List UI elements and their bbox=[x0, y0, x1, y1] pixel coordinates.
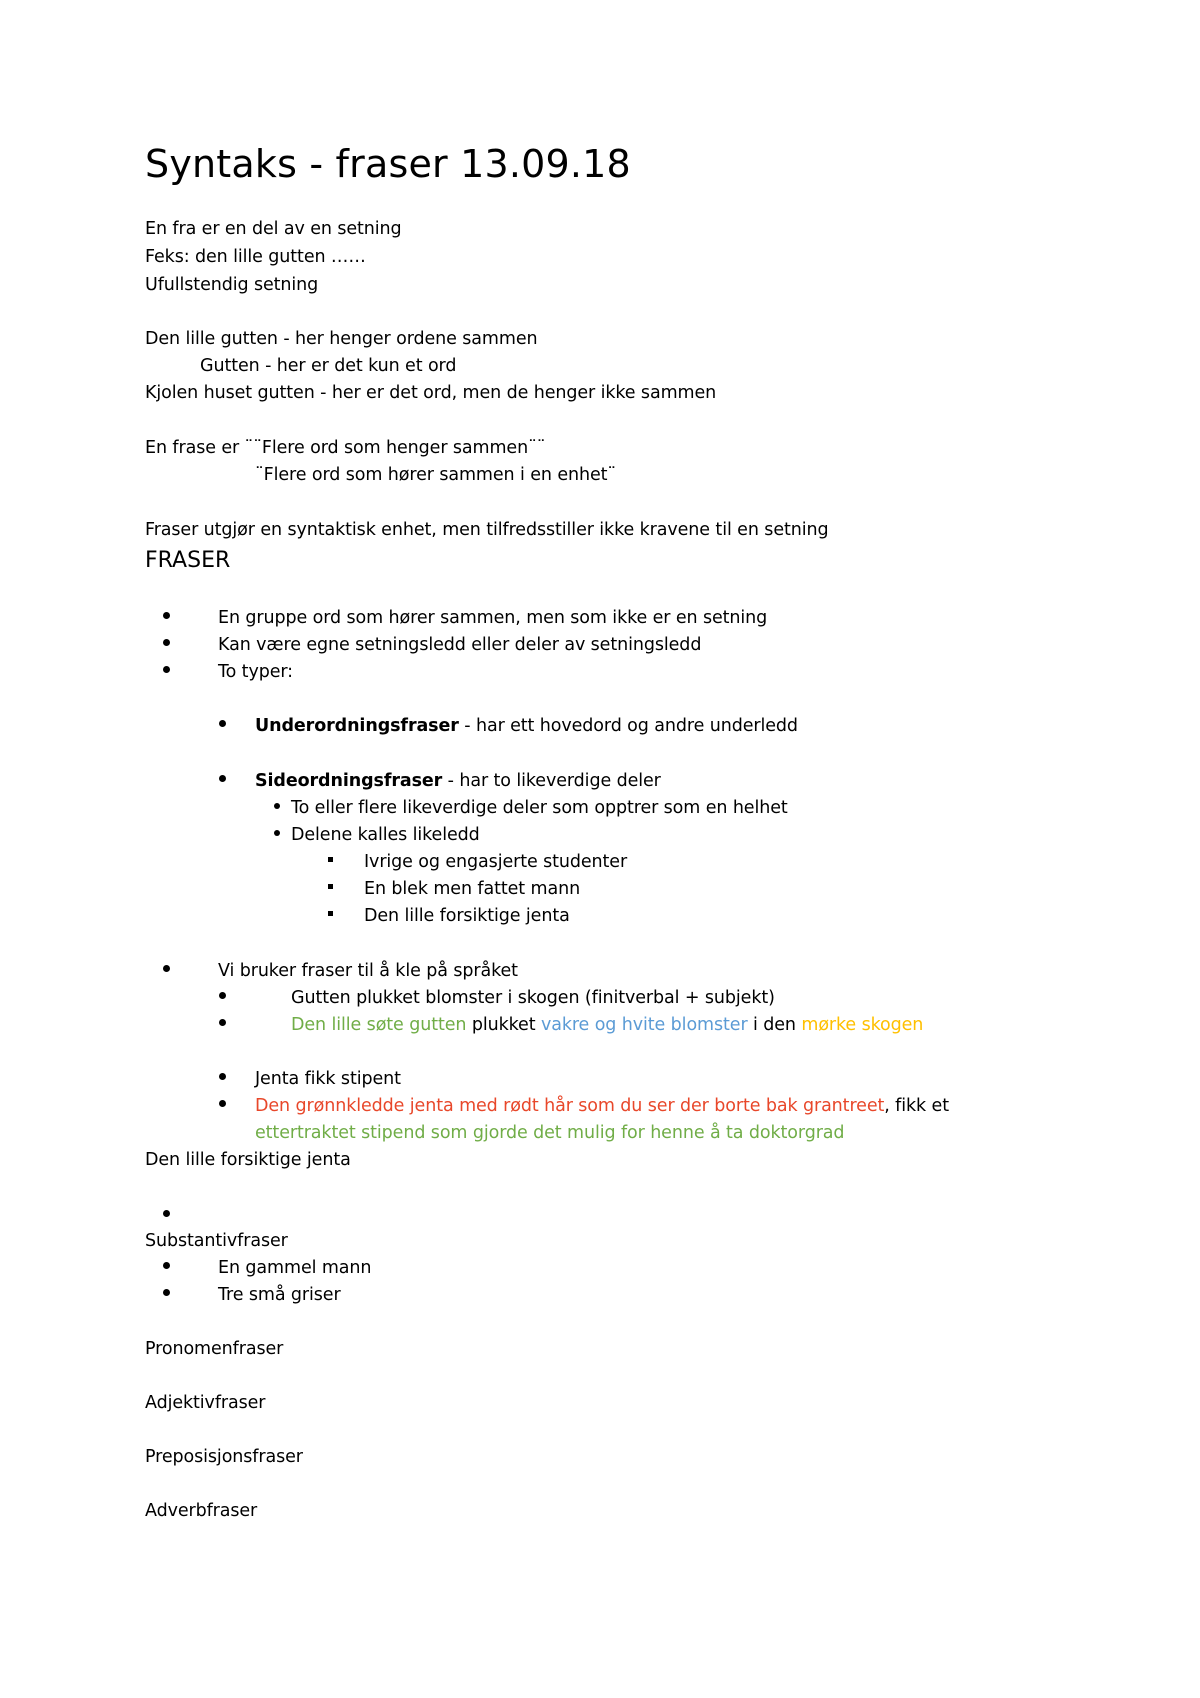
definition-line: En frase er ¨¨Flere ord som henger sammen¨¨ bbox=[145, 438, 546, 458]
phrase-type: Adverbfraser bbox=[145, 1501, 258, 1521]
type-item-under bbox=[255, 715, 798, 737]
phrase-type: Preposisjonsfraser bbox=[145, 1447, 303, 1467]
bullet-icon bbox=[163, 612, 170, 619]
bullet-icon bbox=[219, 992, 226, 999]
example-item: Den lille forsiktige jenta bbox=[364, 906, 570, 926]
example-item: En blek men fattet mann bbox=[364, 879, 581, 899]
plain-phrase: , fikk et bbox=[884, 1096, 949, 1116]
usage-example: Gutten plukket blomster i skogen (finitverbal + subjekt) bbox=[291, 988, 775, 1008]
bullet-icon bbox=[219, 775, 226, 782]
bullet-icon bbox=[274, 803, 280, 809]
phrase-type: Adjektivfraser bbox=[145, 1393, 266, 1413]
bullet-icon bbox=[163, 965, 170, 972]
sub-item: Delene kalles likeledd bbox=[291, 825, 480, 845]
square-bullet-icon bbox=[328, 884, 333, 889]
colored-phrase: ettertraktet stipend som gjorde det mulig for henne å ta doktorgrad bbox=[255, 1123, 845, 1143]
bullet-icon bbox=[219, 1073, 226, 1080]
substantiv-label: Substantivfraser bbox=[145, 1231, 288, 1251]
plain-phrase: i den bbox=[747, 1015, 802, 1035]
bullet-item: En gruppe ord som hører sammen, men som ikke er en setning bbox=[218, 608, 768, 628]
substantiv-item: En gammel mann bbox=[218, 1258, 372, 1278]
document-title: Syntaks - fraser 13.09.18 bbox=[145, 142, 631, 186]
bullet-icon bbox=[163, 1262, 170, 1269]
colored-phrase: mørke skogen bbox=[801, 1015, 924, 1035]
usage-example: Jenta fikk stipent bbox=[255, 1069, 401, 1089]
type-description: - har to likeverdige deler bbox=[442, 771, 661, 791]
example-item: Ivrige og engasjerte studenter bbox=[364, 852, 628, 872]
type-term: Underordningsfraser bbox=[255, 716, 459, 736]
summary-line: Fraser utgjør en syntaktisk enhet, men tilfredsstiller ikke kravene til en setning bbox=[145, 520, 829, 540]
bullet-icon bbox=[163, 666, 170, 673]
bullet-icon bbox=[163, 1210, 170, 1217]
square-bullet-icon bbox=[328, 911, 333, 916]
type-term: Sideordningsfraser bbox=[255, 771, 443, 791]
usage-example-colored bbox=[291, 1014, 923, 1036]
square-bullet-icon bbox=[328, 857, 333, 862]
intro-line: Ufullstendig setning bbox=[145, 275, 319, 295]
bullet-icon bbox=[219, 1100, 226, 1107]
sub-item: To eller flere likeverdige deler som opptrer som en helhet bbox=[291, 798, 788, 818]
bullet-icon bbox=[274, 830, 280, 836]
usage-example-colored bbox=[255, 1095, 949, 1117]
colored-phrase: Den grønnkledde jenta med rødt hår som du ser der borte bak grantreet bbox=[255, 1096, 885, 1116]
definition-line: ¨Flere ord som hører sammen i en enhet¨ bbox=[255, 465, 617, 485]
text-line: Den lille forsiktige jenta bbox=[145, 1150, 351, 1170]
phrase-type: Pronomenfraser bbox=[145, 1339, 284, 1359]
bullet-icon bbox=[219, 1019, 226, 1026]
bullet-icon bbox=[163, 1289, 170, 1296]
example-line: Gutten - her er det kun et ord bbox=[200, 356, 457, 376]
plain-phrase: plukket bbox=[466, 1015, 541, 1035]
type-item-side bbox=[255, 770, 661, 792]
bullet-item: Kan være egne setningsledd eller deler av setningsledd bbox=[218, 635, 702, 655]
bullet-icon bbox=[219, 720, 226, 727]
type-description: - har ett hovedord og andre underledd bbox=[458, 716, 798, 736]
bullet-item: To typer: bbox=[218, 662, 293, 682]
colored-phrase: vakre og hvite blomster bbox=[540, 1015, 748, 1035]
example-line: Den lille gutten - her henger ordene sammen bbox=[145, 329, 538, 349]
colored-phrase: Den lille søte gutten bbox=[291, 1015, 467, 1035]
intro-line: Feks: den lille gutten …… bbox=[145, 247, 366, 267]
intro-line: En fra er en del av en setning bbox=[145, 219, 402, 239]
bullet-icon bbox=[163, 639, 170, 646]
usage-line: Vi bruker fraser til å kle på språket bbox=[218, 961, 518, 981]
substantiv-item: Tre små griser bbox=[218, 1285, 341, 1305]
section-heading: FRASER bbox=[145, 548, 231, 573]
example-line: Kjolen huset gutten - her er det ord, men de henger ikke sammen bbox=[145, 383, 717, 403]
